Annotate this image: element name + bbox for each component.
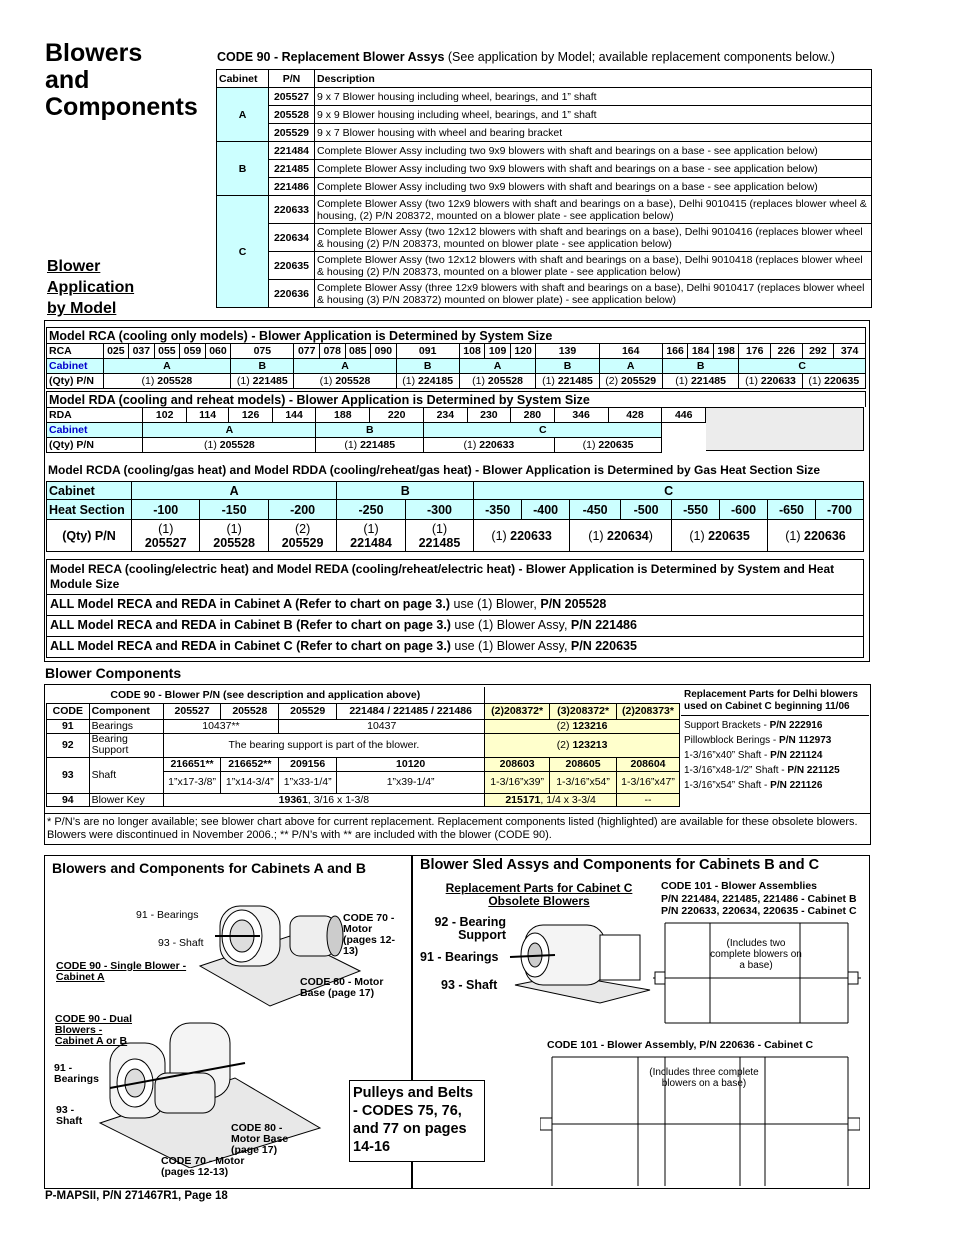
row-label: RCA [47, 344, 104, 359]
rda-size-row [47, 408, 706, 423]
side-part: 1-3/16”x40” Shaft - P/N 221124 [684, 750, 823, 761]
row-label: (Qty) P/N [47, 374, 104, 389]
cabinet-cell: B [662, 359, 739, 374]
side-part: 1-3/16”x54” Shaft - P/N 221126 [684, 780, 823, 791]
row-label: Cabinet [47, 482, 132, 500]
delhi-replacement-parts: Replacement Parts for Delhi blowers used on Cabinet C beginning 11/06 Support Brackets - P/N 222916 Pillowblock Berings - P/N 112973 1-3/16”x40” Shaft - P/N 221124 1-3/16”x48-1/2” Shaft - P/N 221125 1-3/16”x54” Shaft - P/N 221126 [681, 687, 869, 795]
description-cell: Complete Blower Assy (three 12x9 blowers with shaft and bearings on a base), Delhi 9010417 (replaces blower wheel & housing (3) P/N 208372) mounted on blower plate) - see application below) [315, 280, 872, 308]
qty-pn-cell: (1) 220634) [570, 520, 672, 552]
rcda-section [46, 462, 866, 552]
size-cell: 184 [688, 344, 714, 359]
qty-pn-cell: (1) 220635 [554, 438, 662, 453]
description-cell: Complete Blower Assy (two 12x12 blowers with shaft and bearings on a base), Delhi 9010418 (replaces blower wheel & housing (2) P/N 208373, mounted on a blower plate - see application below) [315, 252, 872, 280]
cabinet-cell: A [599, 359, 662, 374]
size-cell: 077 [294, 344, 320, 359]
row-label: Cabinet [47, 359, 104, 374]
description-cell: Complete Blower Assy including two 9x9 blowers with shaft and bearings on a base - see application below) [315, 142, 872, 160]
cabinet-cell: A [294, 359, 396, 374]
footnote: * P/N’s are no longer available; see blower chart above for current replacement. Replacement components listed (highlighted) are available for these obsolete blowers. Blowers were discontinued in November 2006.; ** P/N’s with ** are included with the blower (CODE 90). [44, 813, 871, 844]
qty-pn-cell: (1) 205528 [294, 374, 396, 389]
label-motor: CODE 70 - Motor (pages 12-13) [343, 912, 395, 957]
heat-section-cell: -350 [474, 500, 522, 520]
cabinet-cell: C [217, 196, 269, 308]
row-93-shaft-size: 1”x17-3/8” 1”x14-3/4” 1”x33-1/4” 1”x39-1/4” 1-3/16”x39” 1-3/16”x54” 1-3/16”x47” [47, 771, 680, 793]
code90-table [216, 69, 872, 308]
size-cell: 220 [370, 408, 424, 423]
size-cell: 280 [511, 408, 555, 423]
side-part: Pillowblock Berings - P/N 112973 [684, 735, 832, 746]
description-cell: Complete Blower Assy (two 12x9 blowers with shaft and bearings on a base), Delhi 9010415 (replaces blower wheel & housing, (2) P/N 208372, mounted on a blower plate - see application below) [315, 196, 872, 224]
code101-block: CODE 101 - Blower Assemblies P/N 221484, 221485, 221486 - Cabinet B P/N 220633, 220634, 220635 - Cabinet C [661, 880, 857, 917]
size-cell: 374 [834, 344, 866, 359]
heat-section-cell: -450 [570, 500, 621, 520]
rcda-heading: Model RCDA (cooling/gas heat) and Model RDDA (cooling/reheat/gas heat) - Blower Application is Determined by Gas Heat Section Size [48, 463, 821, 477]
row-label: Cabinet [47, 423, 143, 438]
size-cell: 188 [316, 408, 370, 423]
label-bearings-r: 91 - Bearings [420, 950, 499, 964]
row-91-bearings: 91 Bearings 10437** 10437 (2) 123216 [47, 719, 680, 733]
qty-pn-cell: (1) 205528 [143, 438, 316, 453]
code101-three-title: CODE 101 - Blower Assembly, P/N 220636 - Cabinet C [547, 1039, 814, 1051]
size-cell: 346 [554, 408, 608, 423]
qty-pn-cell: (1) 220633 [474, 520, 570, 552]
label-motor-base: CODE 80 - Motor Base (page 17) [300, 976, 384, 999]
qty-pn-cell: (1) 220636 [768, 520, 864, 552]
rca-size-row [47, 344, 866, 359]
components-table [46, 687, 680, 807]
description-cell: Complete Blower Assy including two 9x9 blowers with shaft and bearings on a base - see application below) [315, 160, 872, 178]
heat-section-cell: -250 [337, 500, 405, 520]
label-bearings-2: 91 - Bearings [54, 1062, 99, 1085]
code90-row [217, 280, 872, 308]
code90-row [217, 252, 872, 280]
size-cell: 230 [467, 408, 511, 423]
obsolete-parts-title: Replacement Parts for Cabinet C Obsolete Blowers [445, 881, 633, 908]
row-92-bearing-support: 92 Bearing Support The bearing support is part of the blower. (2) 123213 [47, 733, 680, 757]
qty-pn-cell: (1) 224185 [396, 374, 459, 389]
label-bearings: 91 - Bearings [136, 909, 199, 921]
size-cell: 085 [345, 344, 371, 359]
heat-section-cell: -100 [132, 500, 200, 520]
row-label: (Qty) P/N [47, 520, 132, 552]
label-shaft-r: 93 - Shaft [441, 978, 498, 992]
description-cell: 9 x 9 Blower housing including wheel, bearings, and 1” shaft [315, 106, 872, 124]
rda-section [46, 391, 866, 453]
size-cell: 091 [396, 344, 459, 359]
size-cell: 025 [103, 344, 129, 359]
pn-cell: 205528 [269, 106, 315, 124]
pn-cell: 221485 [269, 160, 315, 178]
rcda-heat-row [47, 500, 864, 520]
size-cell: 126 [229, 408, 273, 423]
size-cell: 292 [802, 344, 834, 359]
side-part: 1-3/16”x48-1/2” Shaft - P/N 221125 [684, 765, 840, 776]
size-cell: 428 [608, 408, 662, 423]
size-cell: 114 [186, 408, 228, 423]
rcda-cabinet-row [47, 482, 864, 500]
right-panel-title: Blower Sled Assys and Components for Cabinets B and C [420, 857, 820, 873]
cabinet-cell: A [103, 359, 231, 374]
three-blowers-note: (Includes three complete blowers on a base) [649, 1067, 759, 1089]
size-cell: 166 [662, 344, 688, 359]
size-cell: 164 [599, 344, 662, 359]
cabinet-cell: C [424, 423, 662, 438]
rcda-qty-row [47, 520, 864, 552]
size-cell: 176 [739, 344, 771, 359]
qty-pn-cell: (1) 205528 [200, 520, 268, 552]
size-cell: 109 [485, 344, 511, 359]
size-cell: 226 [771, 344, 803, 359]
components-col-header: CODE Component 205527 205528 205529 221484 / 221485 / 221486 (2)208372* (3)208372* (2)208373* [47, 703, 680, 719]
qty-pn-cell: (1) 220633 [739, 374, 802, 389]
label-motor-2: CODE 70 - Motor (pages 12-13) [161, 1155, 245, 1178]
rca-section [46, 327, 866, 389]
size-cell: 139 [536, 344, 599, 359]
heat-section-cell: -300 [405, 500, 473, 520]
side-part: Support Brackets - P/N 222916 [684, 720, 823, 731]
qty-pn-cell: (1) 221484 [337, 520, 405, 552]
rda-blank [706, 407, 864, 451]
code90-row [217, 124, 872, 142]
description-cell: Complete Blower Assy (two 12x12 blowers with shaft and bearings on a base), Delhi 9010416 (replaces blower wheel & housing (2) P/N 208373, mounted on blower plate - see application below) [315, 224, 872, 252]
qty-pn-cell: (1) 221485 [662, 374, 739, 389]
pn-cell: 220634 [269, 224, 315, 252]
heat-section-cell: -700 [815, 500, 863, 520]
cabinet-cell: B [337, 482, 474, 500]
page-title: Blowers and Components [45, 39, 198, 121]
qty-pn-cell: (1) 205528 [103, 374, 231, 389]
label-shaft-2: 93 - Shaft [56, 1104, 83, 1127]
pn-cell: 220636 [269, 280, 315, 308]
heat-section-cell: -550 [672, 500, 720, 520]
code90-row [217, 224, 872, 252]
code90-header-row: Cabinet P/N Description [217, 70, 872, 88]
row-93-shaft-pn: 93 Shaft 216651** 216652** 209156 10120 208603 208605 208604 [47, 757, 680, 771]
rda-table [46, 407, 706, 453]
qty-pn-cell: (1) 221485 [536, 374, 599, 389]
qty-pn-cell: (1) 221485 [316, 438, 424, 453]
pn-cell: 220635 [269, 252, 315, 280]
row-94-blower-key: 94 Blower Key 19361, 3/16 x 1-3/8 215171, 1/4 x 3-3/4 -- [47, 793, 680, 806]
label-single-blower: CODE 90 - Single Blower - Cabinet A [56, 960, 187, 983]
row-label: Heat Section [47, 500, 132, 520]
size-cell: 198 [713, 344, 739, 359]
qty-pn-cell: (2) 205529 [268, 520, 336, 552]
qty-pn-cell: (1) 205528 [459, 374, 536, 389]
reca-heading: Model RECA (cooling/electric heat) and Model REDA (cooling/reheat/electric heat) - Blower Application is Determined by System and Heat Module Size [46, 559, 864, 595]
heat-section-cell: -150 [200, 500, 268, 520]
code90-row [217, 178, 872, 196]
heat-section-cell: -500 [621, 500, 672, 520]
label-dual-blowers: CODE 90 - Dual Blowers - Cabinet A or B [55, 1013, 133, 1047]
cabinet-cell: B [217, 142, 269, 196]
size-cell: 102 [143, 408, 187, 423]
cabinet-cell: B [536, 359, 599, 374]
description-cell: Complete Blower Assy including two 9x9 blowers with shaft and bearings on a base - see application below) [315, 178, 872, 196]
code90-row [217, 196, 872, 224]
code90-row [217, 142, 872, 160]
rca-table [46, 343, 866, 389]
code90-row [217, 88, 872, 106]
blower-application-heading: Blower Application by Model [47, 258, 135, 317]
two-blowers-note: (Includes two complete blowers on a base) [710, 938, 802, 971]
code90-body [217, 88, 872, 308]
components-title: Blower Components [45, 665, 182, 681]
obsolete-blower-drawing [505, 915, 655, 1010]
code90-heading: CODE 90 - Replacement Blower Assys (See application by Model; available replacement components below.) [217, 50, 835, 64]
reca-line-a: ALL Model RECA and REDA in Cabinet A (Refer to chart on page 3.) use (1) Blower, P/N 205528 [46, 595, 864, 616]
heat-section-cell: -400 [522, 500, 570, 520]
cabinet-cell: A [459, 359, 536, 374]
rca-cabinet-row [47, 359, 866, 374]
size-cell: 108 [459, 344, 485, 359]
size-cell: 037 [129, 344, 155, 359]
size-cell: 059 [180, 344, 206, 359]
label-shaft: 93 - Shaft [158, 937, 204, 949]
cabinet-cell: A [132, 482, 337, 500]
qty-pn-cell: (1) 221485 [231, 374, 294, 389]
reca-line-b: ALL Model RECA and REDA in Cabinet B (Refer to chart on page 3.) use (1) Blower Assy, P/N 221486 [46, 616, 864, 637]
rda-cabinet-row [47, 423, 706, 438]
pn-cell: 221486 [269, 178, 315, 196]
page-footer: P-MAPSII, P/N 271467R1, Page 18 [45, 1190, 228, 1202]
rca-qty-row [47, 374, 866, 389]
qty-pn-cell: (1) 221485 [405, 520, 473, 552]
label-bearing-support: 92 - Bearing Support [434, 915, 506, 942]
label-motor-base-2: CODE 80 - Motor Base (page 17) [231, 1122, 289, 1156]
cabinet-cell: B [316, 423, 424, 438]
cabinet-cell: A [217, 88, 269, 142]
size-cell: 144 [272, 408, 316, 423]
size-cell: 060 [205, 344, 231, 359]
rca-heading: Model RCA (cooling only models) - Blower Application is Determined by System Size [46, 327, 866, 343]
qty-pn-cell: (1) 205527 [132, 520, 200, 552]
size-cell: 090 [371, 344, 397, 359]
size-cell: 055 [154, 344, 180, 359]
reca-line-c: ALL Model RECA and REDA in Cabinet C (Refer to chart on page 3.) use (1) Blower Assy, P/N 220635 [46, 637, 864, 658]
rcda-table [46, 481, 864, 552]
cabinet-cell: C [474, 482, 864, 500]
qty-pn-cell: (1) 220635 [802, 374, 865, 389]
code90-row [217, 160, 872, 178]
rda-heading: Model RDA (cooling and reheat models) - Blower Application is Determined by System Size [46, 391, 866, 407]
cabinet-cell: B [396, 359, 459, 374]
qty-pn-cell: (1) 220633 [424, 438, 555, 453]
row-label: (Qty) P/N [47, 438, 143, 453]
heat-section-cell: -600 [720, 500, 768, 520]
size-cell: 120 [510, 344, 536, 359]
size-cell: 446 [662, 408, 706, 423]
left-panel-title: Blowers and Components for Cabinets A and B [52, 860, 366, 876]
size-cell: 234 [424, 408, 468, 423]
rda-qty-row [47, 438, 706, 453]
size-cell: 075 [231, 344, 294, 359]
description-cell: 9 x 7 Blower housing including wheel, bearings, and 1” shaft [315, 88, 872, 106]
cabinet-cell: C [739, 359, 866, 374]
qty-pn-cell: (1) 220635 [672, 520, 768, 552]
pn-cell: 221484 [269, 142, 315, 160]
heat-section-cell: -650 [768, 500, 816, 520]
two-blower-assembly-drawing [650, 918, 864, 1028]
size-cell: 078 [319, 344, 345, 359]
pn-cell: 220633 [269, 196, 315, 224]
components-top-header: CODE 90 - Blower P/N (see description and application above) [47, 687, 680, 703]
reca-section [46, 559, 864, 658]
row-label: RDA [47, 408, 143, 423]
pn-cell: 205529 [269, 124, 315, 142]
description-cell: 9 x 7 Blower housing with wheel and bearing bracket [315, 124, 872, 142]
pn-cell: 205527 [269, 88, 315, 106]
cabinet-cell: B [231, 359, 294, 374]
pulleys-belts-note: Pulleys and Belts - CODES 75, 76, and 77 on pages 14-16 [349, 1080, 485, 1162]
cabinet-cell: A [143, 423, 316, 438]
heat-section-cell: -200 [268, 500, 336, 520]
qty-pn-cell: (2) 205529 [599, 374, 662, 389]
code90-row [217, 106, 872, 124]
